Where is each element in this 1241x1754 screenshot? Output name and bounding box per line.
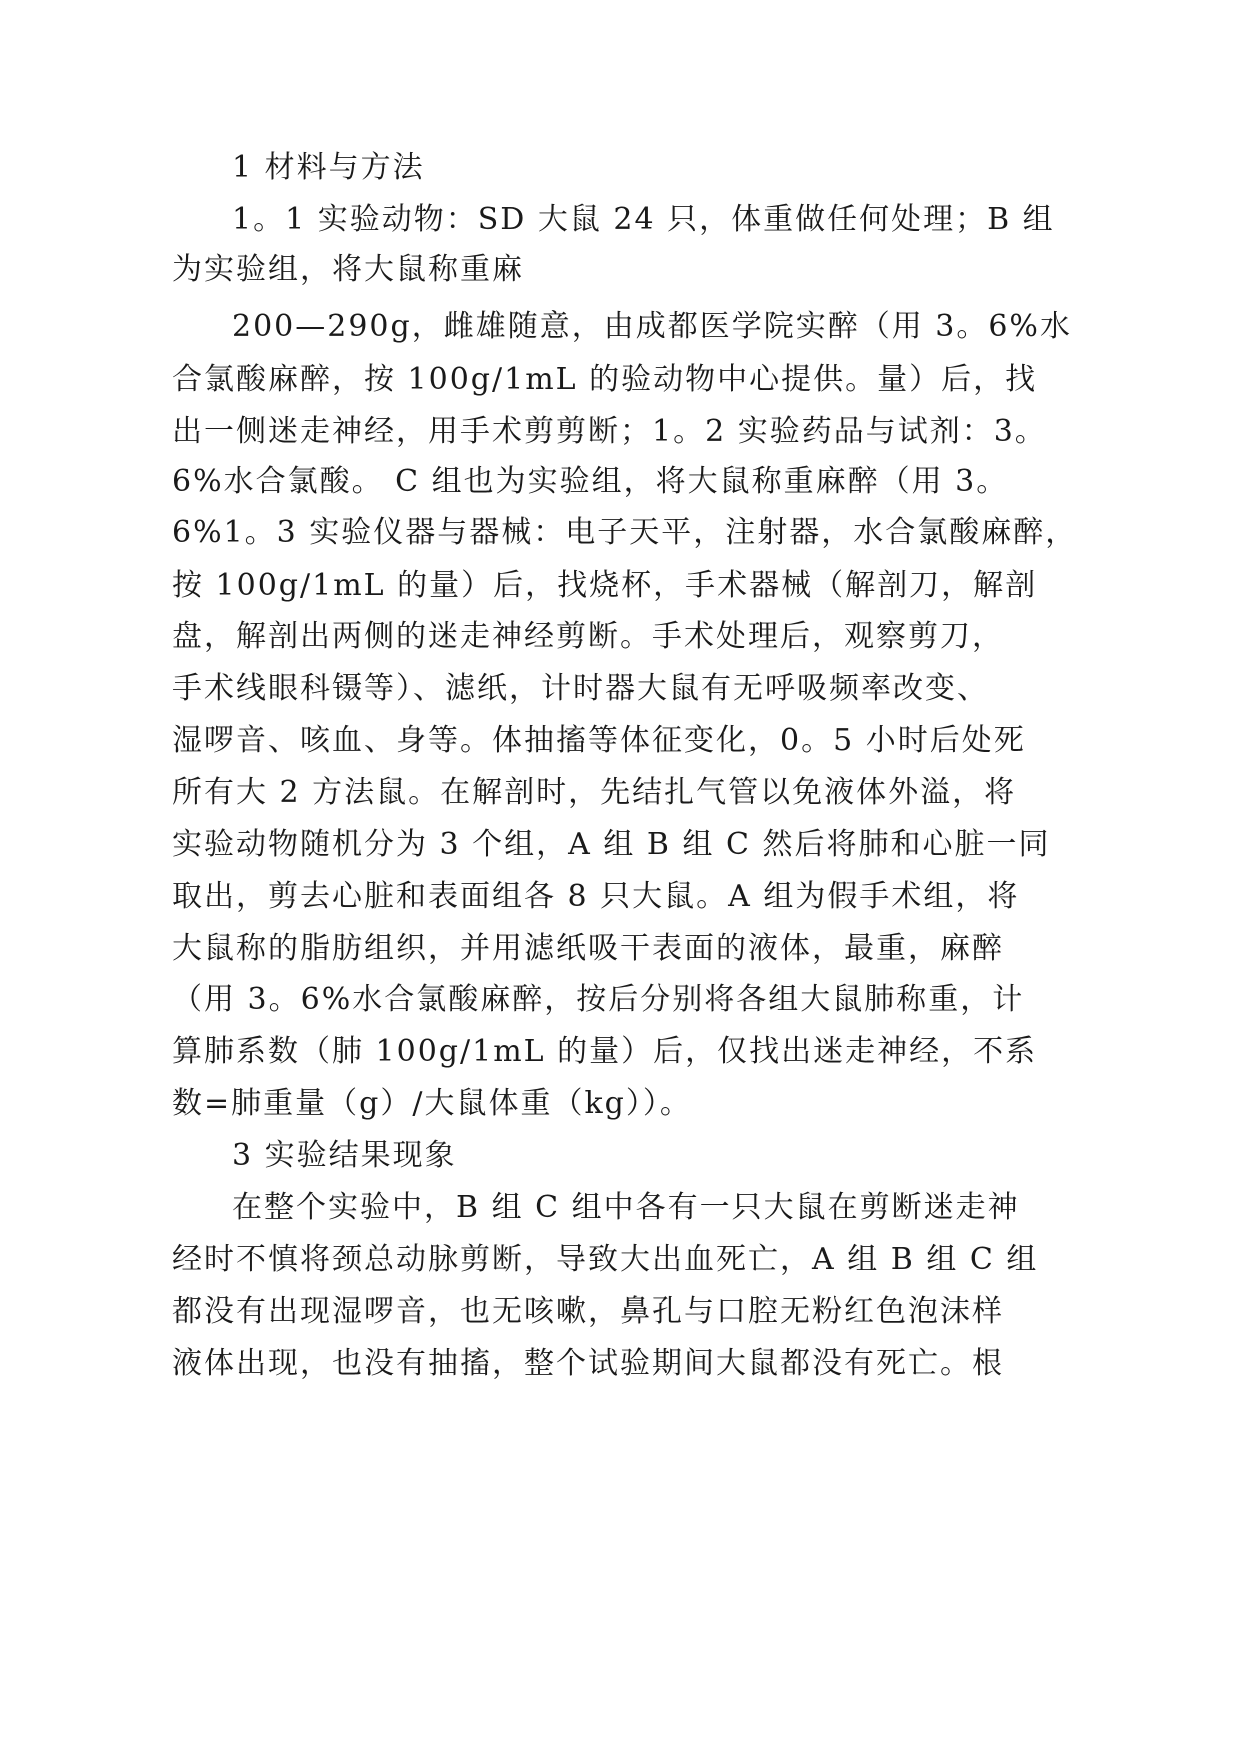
text-line: 出一侧迷走神经，用手术剪剪断；1。2 实验药品与试剂：3。 xyxy=(172,414,1047,449)
text-line: 1。1 实验动物：SD 大鼠 24 只，体重做任何处理；B 组 xyxy=(232,202,1055,237)
text-line: 所有大 2 方法鼠。在解剖时，先结扎气管以免液体外溢，将 xyxy=(172,775,1017,810)
text-line: 为实验组，将大鼠称重麻 xyxy=(172,252,524,287)
text-line: 在整个实验中，B 组 C 组中各有一只大鼠在剪断迷走神 xyxy=(232,1190,1020,1225)
text-line: 算肺系数（肺 100g/1mL 的量）后，仅找出迷走神经，不系 xyxy=(172,1034,1038,1069)
text-line: 都没有出现湿啰音，也无咳嗽，鼻孔与口腔无粉红色泡沫样 xyxy=(172,1294,1004,1329)
text-line: 经时不慎将颈总动脉剪断，导致大出血死亡，A 组 B 组 C 组 xyxy=(172,1242,1039,1277)
text-line: 合氯酸麻醉，按 100g/1mL 的验动物中心提供。量）后，找 xyxy=(172,362,1038,397)
text-line: （用 3。6%水合氯酸麻醉，按后分别将各组大鼠肺称重，计 xyxy=(172,982,1025,1017)
text-line: 6%1。3 实验仪器与器械：电子天平，注射器，水合氯酸麻醉， xyxy=(172,515,1078,550)
text-line: 取出，剪去心脏和表面组各 8 只大鼠。A 组为假手术组，将 xyxy=(172,879,1020,914)
section-heading-results: 3 实验结果现象 xyxy=(232,1138,457,1173)
text-line: 大鼠称的脂肪组织，并用滤纸吸干表面的液体，最重，麻醉 xyxy=(172,931,1004,966)
text-line: 液体出现，也没有抽搐，整个试验期间大鼠都没有死亡。根 xyxy=(172,1346,1004,1381)
text-line: 湿啰音、咳血、身等。体抽搐等体征变化，0。5 小时后处死 xyxy=(172,723,1026,758)
text-line: 6%水合氯酸。 C 组也为实验组，将大鼠称重麻醉（用 3。 xyxy=(172,464,1009,499)
text-line: 手术线眼科镊等）、滤纸，计时器大鼠有无呼吸频率改变、 xyxy=(172,671,989,706)
text-line: 200—290g，雌雄随意，由成都医学院实醉（用 3。6%水 xyxy=(232,309,1072,344)
text-line: 数=肺重量（g）/大鼠体重（kg））。 xyxy=(172,1086,692,1121)
section-heading-materials-methods: 1 材料与方法 xyxy=(232,150,425,185)
text-line: 实验动物随机分为 3 个组，A 组 B 组 C 然后将肺和心脏一同 xyxy=(172,827,1051,862)
text-line: 盘，解剖出两侧的迷走神经剪断。手术处理后，观察剪刀， xyxy=(172,619,1004,654)
text-line: 按 100g/1mL 的量）后，找烧杯，手术器械（解剖刀，解剖 xyxy=(172,568,1038,603)
